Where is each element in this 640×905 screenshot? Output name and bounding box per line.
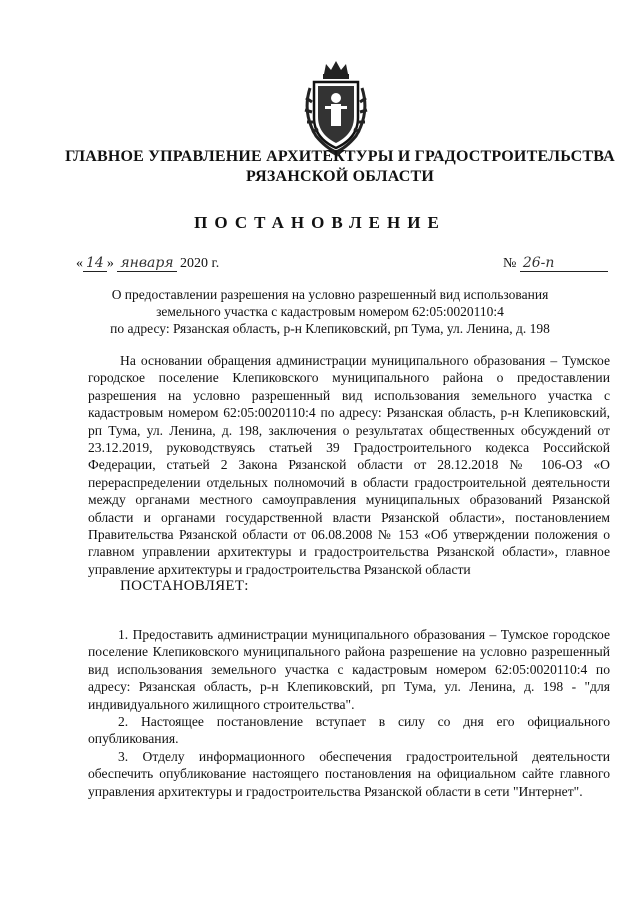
document-subject — [70, 286, 590, 337]
date-day: 14 — [83, 255, 107, 272]
document-type: ПОСТАНОВЛЕНИЕ — [194, 213, 446, 232]
subject-line: земельного участка с кадастровым номером 62:05:0020110:4 — [156, 304, 504, 319]
decree-item: 3. Отделу информационного обеспечения градостроительной деятельности обеспечить опубликование настоящего постановления на официальном сайте главного управления архитектуры и градостроительства Рязанской области в сети "Интернет". — [88, 748, 610, 799]
subject-line: по адресу: Рязанская область, р-н Клепиковский, рп Тума, ул. Ленина, д. 198 — [110, 321, 550, 336]
preamble-paragraph — [88, 352, 610, 596]
decree-word: ПОСТАНОВЛЯЕТ: — [120, 578, 249, 595]
number-sign: № — [503, 256, 517, 271]
subject-line: О предоставлении разрешения на условно разрешенный вид использования — [111, 287, 549, 302]
date-year: 2020 г. — [180, 256, 220, 271]
preamble-text: На основании обращения администрации муниципального образования – Тумское городское поселение Клепиковского муниципального района о предоставлении разрешения на условно разрешенный вид использования земельного участка с кадастровым номером 62:05:0020110:4 по адресу: Рязанская область, р-н Клепиковский, рп Тума, ул. Ленина, д. 198, заключения о результатах общественных обсуждений от 23.12.2019, руководствуясь статьей 39 Градостроительного кодекса Российской Федерации, статьей 2 Закона Рязанской области от 28.12.2018 № 106-ОЗ «О перераспределении отдельных полномочий в области градостроительной деятельности между органами местного самоуправления муниципальных образований Рязанской области и органами государственной власти Рязанской области», постановлением Правительства Рязанской области от 06.08.2008 № 153 «Об утверждении положения о главном управлении архитектуры и градостроительства Рязанской области», главное управление архитектуры и градостроительства Рязанской области — [88, 353, 610, 577]
number-value: 26-п — [520, 255, 608, 272]
decree-item: 1. Предоставить администрации муниципального образования – Тумское городское поселение Клепиковского муниципального района разрешение на условно разрешенный вид использования земельного участка с кадастровым номером 62:05:0020110:4 по адресу: Рязанская область, р-н Клепиковский, рп Тума, ул. Ленина, д. 198 - "для индивидуального жилищного строительства". — [88, 627, 610, 712]
date-month: января — [117, 255, 176, 272]
date-close-quote: » — [106, 256, 114, 271]
decree-items — [88, 626, 610, 800]
decree-item: 2. Настоящее постановление вступает в силу со дня его официального опубликования. — [88, 714, 610, 747]
document-number — [503, 255, 608, 272]
document-date — [76, 255, 219, 272]
coat-of-arms-icon — [296, 58, 376, 158]
organization-name: ГЛАВНОЕ УПРАВЛЕНИЕ АРХИТЕКТУРЫ И ГРАДОСТРОИТЕЛЬСТВА — [65, 148, 615, 165]
date-open-quote: « — [76, 256, 83, 271]
organization-region: РЯЗАНСКОЙ ОБЛАСТИ — [245, 168, 434, 185]
